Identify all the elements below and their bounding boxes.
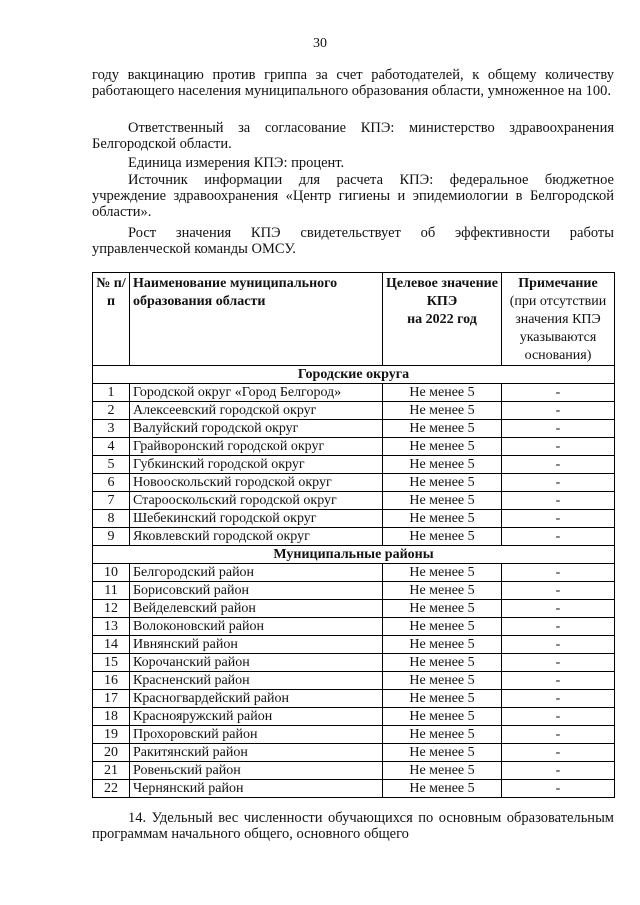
row-name: Грайворонский городской округ [130, 438, 383, 456]
table-row [93, 420, 615, 438]
row-note: - [502, 762, 615, 780]
header-note-title: Примечание [518, 276, 598, 291]
table-row [93, 618, 615, 636]
row-target-value: Не менее 5 [383, 456, 502, 474]
row-target-value: Не менее 5 [383, 708, 502, 726]
row-target-value: Не менее 5 [383, 384, 502, 402]
header-note [502, 273, 615, 366]
row-note: - [502, 420, 615, 438]
row-note: - [502, 744, 615, 762]
row-name: Новооскольский городской округ [130, 474, 383, 492]
row-target-value: Не менее 5 [383, 672, 502, 690]
row-target-value: Не менее 5 [383, 762, 502, 780]
page-number: 30 [313, 36, 327, 51]
row-number: 5 [93, 456, 130, 474]
row-name: Волоконовский район [130, 618, 383, 636]
table-row [93, 690, 615, 708]
row-name: Ровеньский район [130, 762, 383, 780]
table-row [93, 528, 615, 546]
row-target-value: Не менее 5 [383, 726, 502, 744]
row-target-value: Не менее 5 [383, 402, 502, 420]
row-number: 3 [93, 420, 130, 438]
row-note: - [502, 600, 615, 618]
row-note: - [502, 492, 615, 510]
row-number: 8 [93, 510, 130, 528]
header-target [383, 273, 502, 366]
table-row [93, 762, 615, 780]
row-target-value: Не менее 5 [383, 618, 502, 636]
row-note: - [502, 438, 615, 456]
row-name: Яковлевский городской округ [130, 528, 383, 546]
paragraph-source: Источник информации для расчета КПЭ: федеральное бюджетное учреждение здравоохранения «Центр гигиены и эпидемиологии в Белгородской области». [92, 172, 614, 220]
table-row [93, 456, 615, 474]
row-name: Борисовский район [130, 582, 383, 600]
row-target-value: Не менее 5 [383, 780, 502, 798]
row-number: 16 [93, 672, 130, 690]
header-name: Наименование муниципального образования области [130, 273, 383, 366]
row-note: - [502, 384, 615, 402]
table-row [93, 744, 615, 762]
row-note: - [502, 708, 615, 726]
row-note: - [502, 636, 615, 654]
row-name: Алексеевский городской округ [130, 402, 383, 420]
row-name: Шебекинский городской округ [130, 510, 383, 528]
row-target-value: Не менее 5 [383, 654, 502, 672]
section-title: Муниципальные районы [93, 546, 615, 564]
row-number: 14 [93, 636, 130, 654]
row-name: Белгородский район [130, 564, 383, 582]
row-note: - [502, 564, 615, 582]
row-number: 6 [93, 474, 130, 492]
row-name: Ракитянский район [130, 744, 383, 762]
table-row [93, 672, 615, 690]
row-target-value: Не менее 5 [383, 600, 502, 618]
table-body [93, 366, 615, 798]
row-note: - [502, 618, 615, 636]
row-target-value: Не менее 5 [383, 510, 502, 528]
row-number: 11 [93, 582, 130, 600]
section-row [93, 546, 615, 564]
row-note: - [502, 726, 615, 744]
row-name: Губкинский городской округ [130, 456, 383, 474]
row-note: - [502, 780, 615, 798]
row-name: Ивнянский район [130, 636, 383, 654]
paragraph-continuation: году вакцинацию против гриппа за счет работодателей, к общему количеству работающего населения муниципального образования области, умноженное на 100. [92, 67, 614, 99]
table-row [93, 510, 615, 528]
row-target-value: Не менее 5 [383, 744, 502, 762]
row-number: 18 [93, 708, 130, 726]
header-target-main: Целевое значение КПЭ [386, 276, 498, 309]
row-target-value: Не менее 5 [383, 528, 502, 546]
row-number: 7 [93, 492, 130, 510]
table-row [93, 384, 615, 402]
row-name: Вейделевский район [130, 600, 383, 618]
table-row [93, 438, 615, 456]
table-row [93, 780, 615, 798]
row-note: - [502, 474, 615, 492]
row-name: Старооскольский городской округ [130, 492, 383, 510]
row-note: - [502, 690, 615, 708]
row-name: Красногвардейский район [130, 690, 383, 708]
table-header-row [93, 273, 615, 366]
paragraph-next: 14. Удельный вес численности обучающихся по основным образовательным программам начального общего, основного общего [92, 810, 614, 842]
row-number: 9 [93, 528, 130, 546]
row-target-value: Не менее 5 [383, 420, 502, 438]
row-number: 13 [93, 618, 130, 636]
table-row [93, 492, 615, 510]
row-note: - [502, 672, 615, 690]
row-number: 10 [93, 564, 130, 582]
paragraph-responsible: Ответственный за согласование КПЭ: министерство здравоохранения Белгородской области. [92, 120, 614, 152]
row-name: Краснояружский район [130, 708, 383, 726]
row-note: - [502, 456, 615, 474]
table-row [93, 654, 615, 672]
row-number: 19 [93, 726, 130, 744]
paragraph-unit: Единица измерения КПЭ: процент. [128, 155, 345, 171]
row-number: 12 [93, 600, 130, 618]
row-number: 2 [93, 402, 130, 420]
row-target-value: Не менее 5 [383, 636, 502, 654]
row-target-value: Не менее 5 [383, 438, 502, 456]
table-row [93, 600, 615, 618]
row-name: Городской округ «Город Белгород» [130, 384, 383, 402]
row-note: - [502, 582, 615, 600]
table-row [93, 564, 615, 582]
table-row [93, 708, 615, 726]
row-target-value: Не менее 5 [383, 690, 502, 708]
row-number: 20 [93, 744, 130, 762]
row-name: Красненский район [130, 672, 383, 690]
section-row [93, 366, 615, 384]
row-number: 4 [93, 438, 130, 456]
header-number: № п/п [93, 273, 130, 366]
row-target-value: Не менее 5 [383, 474, 502, 492]
section-title: Городские округа [93, 366, 615, 384]
table-row [93, 726, 615, 744]
row-number: 21 [93, 762, 130, 780]
row-name: Валуйский городской округ [130, 420, 383, 438]
paragraph-growth: Рост значения КПЭ свидетельствует об эффективности работы управленческой команды ОМСУ. [92, 225, 614, 257]
table-row [93, 636, 615, 654]
row-target-value: Не менее 5 [383, 582, 502, 600]
row-note: - [502, 510, 615, 528]
row-target-value: Не менее 5 [383, 564, 502, 582]
row-number: 22 [93, 780, 130, 798]
table-row [93, 582, 615, 600]
row-number: 15 [93, 654, 130, 672]
row-name: Корочанский район [130, 654, 383, 672]
table-row [93, 402, 615, 420]
table-row [93, 474, 615, 492]
row-number: 17 [93, 690, 130, 708]
row-target-value: Не менее 5 [383, 492, 502, 510]
header-note-sub: (при отсутствии значения КПЭ указываются основания) [509, 294, 607, 363]
kpi-table [92, 272, 615, 798]
header-target-year: на 2022 год [407, 312, 477, 327]
row-note: - [502, 528, 615, 546]
row-number: 1 [93, 384, 130, 402]
row-name: Прохоровский район [130, 726, 383, 744]
row-note: - [502, 654, 615, 672]
row-note: - [502, 402, 615, 420]
row-name: Чернянский район [130, 780, 383, 798]
